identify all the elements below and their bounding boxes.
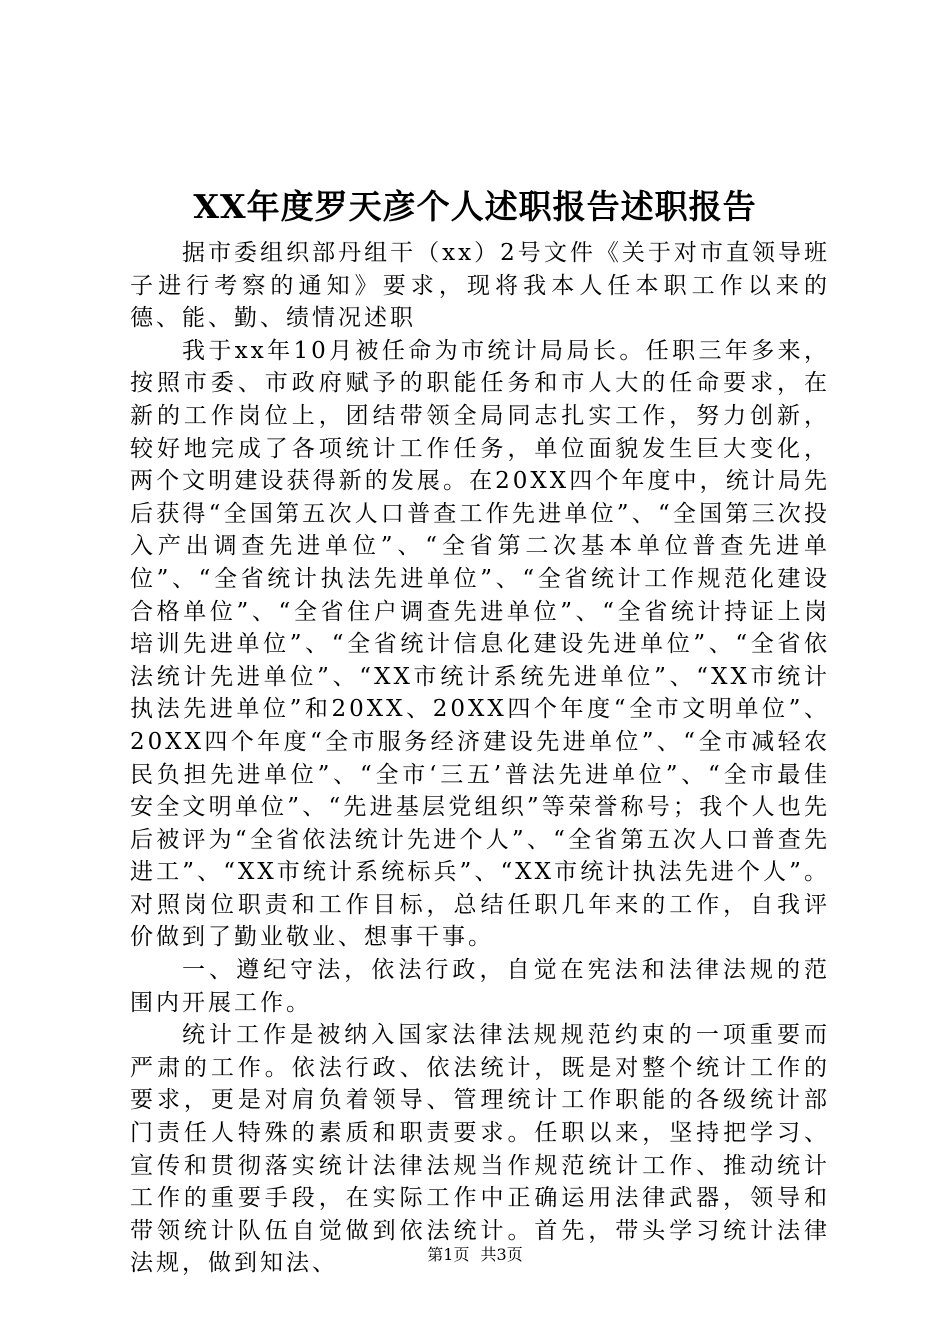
paragraph-section-body-1: 统计工作是被纳入国家法律法规规范约束的一项重要而严肃的工作。依法行政、依法统计，既是对整个统计工作的要求，更是对肩负着领导、管理统计工作职能的各级统计部门责任人特殊的素质和职责要求。任职以来，坚持把学习、宣传和贯彻落实统计法律法规当作规范统计工作、推动统计工作的重要手段，在实际工作中正确运用法律武器，领导和带领统计队伍自觉做到依法统计。首先，带头学习统计法律法规，做到知法、 (130, 1022, 830, 1277)
paragraph-intro: 据市委组织部丹组干（xx）2号文件《关于对市直领导班子进行考察的通知》要求，现将我本人任本职工作以来的德、能、勤、绩情况述职 (130, 240, 830, 332)
document-body (130, 237, 830, 1280)
page-footer (0, 1244, 950, 1266)
document-title: XX年度罗天彦个人述职报告述职报告 (193, 187, 757, 226)
paragraph-overview: 我于xx年10月被任命为市统计局局长。任职三年多来，按照市委、市政府赋予的职能任务和市人大的任命要求，在新的工作岗位上，团结带领全局同志扎实工作，努力创新，较好地完成了各项统计工作任务，单位面貌发生巨大变化，两个文明建设获得新的发展。在20XX四个年度中，统计局先后获得“全国第五次人口普查工作先进单位”、“全国第三次投入产出调查先进单位”、“全省第二次基本单位普查先进单位”、“全省统计执法先进单位”、“全省统计工作规范化建设合格单位”、“全省住户调查先进单位”、“全省统计持证上岗培训先进单位”、“全省统计信息化建设先进单位”、“全省依法统计先进单位”、“XX市统计系统先进单位”、“XX市统计执法先进单位”和20XX、20XX四个年度“全市文明单位”、20XX四个年度“全市服务经济建设先进单位”、“全市减轻农民负担先进单位”、“全市‘三五’普法先进单位”、“全市最佳安全文明单位”、“先进基层党组织”等荣誉称号；我个人也先后被评为“全省依法统计先进个人”、“全省第五次人口普查先进工”、“XX市统计系统标兵”、“XX市统计执法先进个人”。对照岗位职责和工作目标，总结任职几年来的工作，自我评价做到了勤业敬业、想事干事。 (130, 337, 830, 951)
page-total: 共3页 (480, 1245, 523, 1264)
paragraph-section-heading-1: 一、遵纪守法，依法行政，自觉在宪法和法律法规的范围内开展工作。 (130, 957, 830, 1016)
page-number: 第1页 (427, 1245, 470, 1264)
